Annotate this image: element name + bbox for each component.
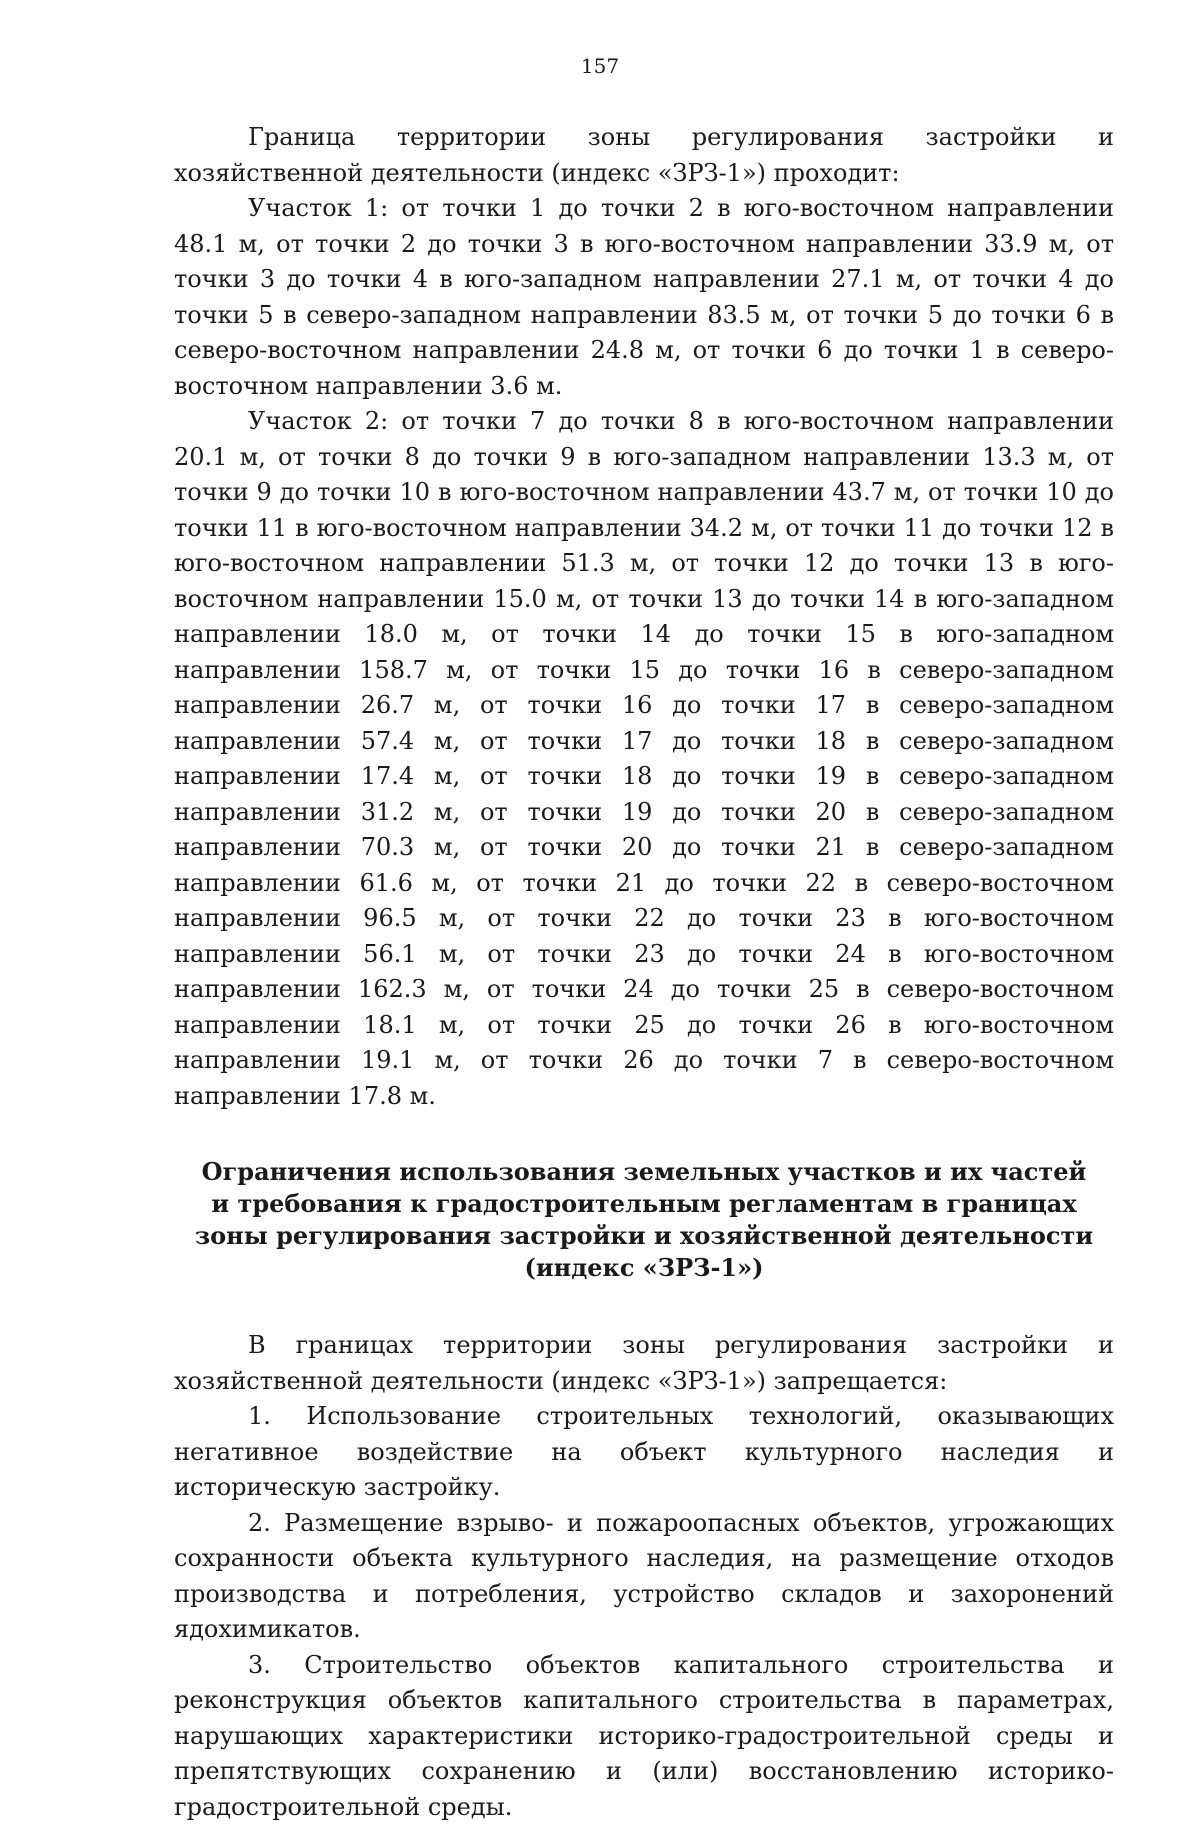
section-heading	[174, 1156, 1114, 1284]
restriction-item-3: 3. Строительство объектов капитального строительства и реконструкция объектов капитального строительства в параметрах, нарушающих характеристики историко-градостроительной среды и препятствующих сохранению и (или) восстановлению историко-градостроительной среды.	[174, 1648, 1114, 1825]
page-content	[174, 120, 1114, 1825]
restriction-item-1: 1. Использование строительных технологий, оказывающих негативное воздействие на объект культурного наследия и историческую застройку.	[174, 1399, 1114, 1506]
section-1-paragraph: Участок 1: от точки 1 до точки 2 в юго-восточном направлении 48.1 м, от точки 2 до точки 3 в юго-восточном направлении 33.9 м, от точки 3 до точки 4 в юго-западном направлении 27.1 м, от точки 4 до точки 5 в северо-западном направлении 83.5 м, от точки 5 до точки 6 в северо-восточном направлении 24.8 м, от точки 6 до точки 1 в северо-восточном направлении 3.6 м.	[174, 191, 1114, 404]
heading-line: зоны регулирования застройки и хозяйственной деятельности	[174, 1220, 1114, 1252]
heading-line: Ограничения использования земельных участков и их частей	[174, 1156, 1114, 1188]
restriction-item-2: 2. Размещение взрыво- и пожароопасных объектов, угрожающих сохранности объекта культурного наследия, на размещение отходов производства и потребления, устройство складов и захоронений ядохимикатов.	[174, 1506, 1114, 1648]
section-2-paragraph: Участок 2: от точки 7 до точки 8 в юго-восточном направлении 20.1 м, от точки 8 до точки 9 в юго-западном направлении 13.3 м, от точки 9 до точки 10 в юго-восточном направлении 43.7 м, от точки 10 до точки 11 в юго-восточном направлении 34.2 м, от точки 11 до точки 12 в юго-восточном направлении 51.3 м, от точки 12 до точки 13 в юго-восточном направлении 15.0 м, от точки 13 до точки 14 в юго-западном направлении 18.0 м, от точки 14 до точки 15 в юго-западном направлении 158.7 м, от точки 15 до точки 16 в северо-западном направлении 26.7 м, от точки 16 до точки 17 в северо-западном направлении 57.4 м, от точки 17 до точки 18 в северо-западном направлении 17.4 м, от точки 18 до точки 19 в северо-западном направлении 31.2 м, от точки 19 до точки 20 в северо-западном направлении 70.3 м, от точки 20 до точки 21 в северо-западном направлении 61.6 м, от точки 21 до точки 22 в северо-восточном направлении 96.5 м, от точки 22 до точки 23 в юго-восточном направлении 56.1 м, от точки 23 до точки 24 в юго-восточном направлении 162.3 м, от точки 24 до точки 25 в северо-восточном направлении 18.1 м, от точки 25 до точки 26 в юго-восточном направлении 19.1 м, от точки 26 до точки 7 в северо-восточном направлении 17.8 м.	[174, 404, 1114, 1114]
page-number: 157	[0, 52, 1200, 80]
heading-line: (индекс «ЗРЗ-1»)	[174, 1252, 1114, 1284]
boundary-intro-paragraph: Граница территории зоны регулирования застройки и хозяйственной деятельности (индекс «ЗРЗ-1») проходит:	[174, 120, 1114, 191]
restrictions-intro-paragraph: В границах территории зоны регулирования застройки и хозяйственной деятельности (индекс «ЗРЗ-1») запрещается:	[174, 1328, 1114, 1399]
heading-line: и требования к градостроительным регламентам в границах	[174, 1188, 1114, 1220]
